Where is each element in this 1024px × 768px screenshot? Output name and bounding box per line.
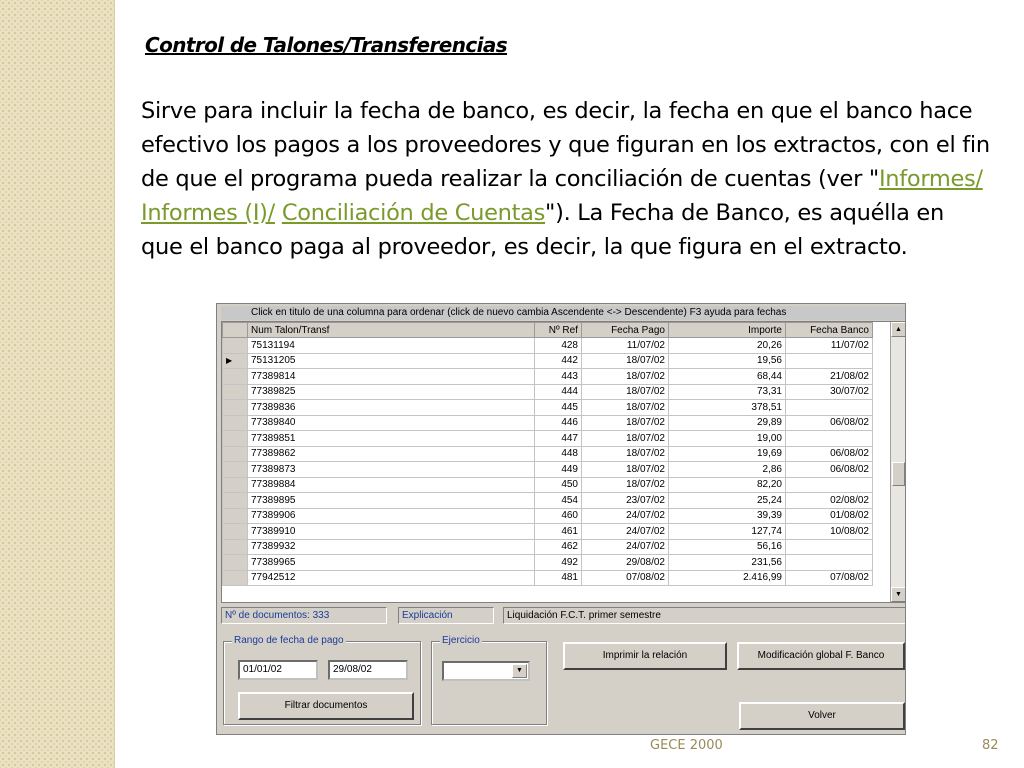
decorative-side-band xyxy=(0,0,115,768)
ejercicio-select[interactable] xyxy=(442,661,530,681)
scroll-down-icon[interactable]: ▼ xyxy=(891,587,906,602)
cell-num: 77389862 xyxy=(248,446,535,462)
cell-ref: 428 xyxy=(535,338,582,354)
cell-fecha-banco[interactable] xyxy=(786,400,873,416)
imprimir-relacion-button[interactable]: Imprimir la relación xyxy=(563,642,727,670)
cell-fecha-banco[interactable]: 06/08/02 xyxy=(786,415,873,431)
cell-fecha-banco[interactable] xyxy=(786,353,873,369)
table-row[interactable] xyxy=(223,493,873,509)
cell-importe: 29,89 xyxy=(669,415,786,431)
rango-fecha-group xyxy=(223,635,421,725)
rango-fecha-legend: Rango de fecha de pago xyxy=(234,635,344,646)
cell-fecha-pago: 18/07/02 xyxy=(582,415,669,431)
cell-num: 77389825 xyxy=(248,384,535,400)
table-row[interactable] xyxy=(223,446,873,462)
row-indicator xyxy=(223,524,248,540)
cell-fecha-banco[interactable] xyxy=(786,477,873,493)
cell-fecha-pago: 11/07/02 xyxy=(582,338,669,354)
cell-fecha-pago: 29/08/02 xyxy=(582,555,669,571)
fecha-desde-input[interactable]: 01/01/02 xyxy=(238,660,318,680)
filtrar-documentos-button[interactable]: Filtrar documentos xyxy=(238,692,414,720)
cell-num: 77389840 xyxy=(248,415,535,431)
explicacion-field[interactable]: Liquidación F.C.T. primer semestre xyxy=(503,607,906,624)
table-row[interactable] xyxy=(223,570,873,586)
row-indicator xyxy=(223,555,248,571)
table-row[interactable] xyxy=(223,415,873,431)
row-indicator xyxy=(223,400,248,416)
cell-num: 77389836 xyxy=(248,400,535,416)
table-row[interactable] xyxy=(223,400,873,416)
cell-ref: 450 xyxy=(535,477,582,493)
cell-fecha-pago: 18/07/02 xyxy=(582,431,669,447)
cell-importe: 19,56 xyxy=(669,353,786,369)
cell-importe: 378,51 xyxy=(669,400,786,416)
cell-ref: 460 xyxy=(535,508,582,524)
cell-fecha-pago: 23/07/02 xyxy=(582,493,669,509)
cell-importe: 73,31 xyxy=(669,384,786,400)
cell-importe: 19,00 xyxy=(669,431,786,447)
cell-ref: 462 xyxy=(535,539,582,555)
row-indicator xyxy=(223,570,248,586)
paragraph-end: "). La Fecha de Banco, es aquélla en que el banco paga al proveedor, es decir, la que figura en el extracto. xyxy=(141,200,944,260)
cell-fecha-banco[interactable]: 06/08/02 xyxy=(786,462,873,478)
table-row[interactable] xyxy=(223,353,873,369)
volver-button[interactable]: Volver xyxy=(739,702,905,730)
row-indicator xyxy=(223,446,248,462)
table-row[interactable] xyxy=(223,555,873,571)
cell-num: 77389851 xyxy=(248,431,535,447)
cell-fecha-pago: 07/08/02 xyxy=(582,570,669,586)
col-importe[interactable]: Importe xyxy=(669,323,786,338)
cell-fecha-banco[interactable]: 07/08/02 xyxy=(786,570,873,586)
table-row[interactable] xyxy=(223,384,873,400)
cell-fecha-banco[interactable]: 01/08/02 xyxy=(786,508,873,524)
slide-title: Control de Talones/Transferencias xyxy=(145,33,508,57)
col-fecha-pago[interactable]: Fecha Pago xyxy=(582,323,669,338)
table-row[interactable] xyxy=(223,338,873,354)
row-indicator xyxy=(223,369,248,385)
cell-num: 75131194 xyxy=(248,338,535,354)
modificacion-global-button[interactable]: Modificación global F. Banco xyxy=(737,642,905,670)
cell-ref: 448 xyxy=(535,446,582,462)
cell-fecha-banco[interactable]: 21/08/02 xyxy=(786,369,873,385)
cell-fecha-pago: 18/07/02 xyxy=(582,369,669,385)
cell-ref: 446 xyxy=(535,415,582,431)
cell-importe: 2.416,99 xyxy=(669,570,786,586)
table-row[interactable] xyxy=(223,524,873,540)
cell-ref: 492 xyxy=(535,555,582,571)
link-informes[interactable]: Informes/ Informes (I)/ xyxy=(141,166,983,226)
cell-importe: 56,16 xyxy=(669,539,786,555)
cell-fecha-banco[interactable]: 11/07/02 xyxy=(786,338,873,354)
page-number: 82 xyxy=(982,738,999,753)
table-row[interactable] xyxy=(223,462,873,478)
cell-ref: 449 xyxy=(535,462,582,478)
cell-fecha-pago: 18/07/02 xyxy=(582,462,669,478)
cell-importe: 231,56 xyxy=(669,555,786,571)
cell-num: 77389873 xyxy=(248,462,535,478)
col-num-talon[interactable]: Num Talon/Transf xyxy=(248,323,535,338)
cell-num: 77389814 xyxy=(248,369,535,385)
cell-num: 77389932 xyxy=(248,539,535,555)
link-conciliacion[interactable]: Conciliación de Cuentas xyxy=(281,200,546,226)
row-indicator xyxy=(223,493,248,509)
row-indicator-header xyxy=(223,323,248,338)
row-indicator xyxy=(223,477,248,493)
row-pointer-icon: ▶ xyxy=(223,353,248,369)
cell-fecha-banco[interactable] xyxy=(786,555,873,571)
ejercicio-legend: Ejercicio xyxy=(442,635,480,646)
table-row[interactable] xyxy=(223,539,873,555)
cell-ref: 444 xyxy=(535,384,582,400)
grid-vertical-scrollbar[interactable] xyxy=(890,322,906,602)
cell-fecha-pago: 18/07/02 xyxy=(582,353,669,369)
slide-paragraph xyxy=(141,94,991,264)
cell-fecha-banco[interactable]: 10/08/02 xyxy=(786,524,873,540)
app-screenshot xyxy=(216,303,906,735)
cell-fecha-banco[interactable]: 30/07/02 xyxy=(786,384,873,400)
cell-ref: 481 xyxy=(535,570,582,586)
cell-importe: 19,69 xyxy=(669,446,786,462)
table-row[interactable] xyxy=(223,369,873,385)
doc-count-field: Nº de documentos: 333 xyxy=(221,607,387,624)
cell-ref: 445 xyxy=(535,400,582,416)
cell-num: 75131205 xyxy=(248,353,535,369)
cell-importe: 68,44 xyxy=(669,369,786,385)
cell-fecha-pago: 18/07/02 xyxy=(582,384,669,400)
cell-fecha-pago: 18/07/02 xyxy=(582,400,669,416)
scroll-up-icon[interactable]: ▲ xyxy=(891,322,906,337)
cell-fecha-banco[interactable]: 02/08/02 xyxy=(786,493,873,509)
cell-fecha-banco[interactable]: 06/08/02 xyxy=(786,446,873,462)
col-ref[interactable]: Nº Ref xyxy=(535,323,582,338)
row-indicator xyxy=(223,384,248,400)
cell-importe: 20,26 xyxy=(669,338,786,354)
row-indicator xyxy=(223,462,248,478)
paragraph-start: Sirve para incluir la fecha de banco, es decir, la fecha en que el banco hace efectivo los pagos a los proveedores y que figuran en los extractos, con el fin de que el programa pueda realizar la conciliación de cuentas (ver " xyxy=(141,98,990,192)
row-indicator xyxy=(223,431,248,447)
table-row[interactable] xyxy=(223,508,873,524)
cell-fecha-pago: 18/07/02 xyxy=(582,477,669,493)
cell-ref: 454 xyxy=(535,493,582,509)
ejercicio-group xyxy=(431,635,547,725)
cell-num: 77389895 xyxy=(248,493,535,509)
row-indicator xyxy=(223,508,248,524)
cell-importe: 127,74 xyxy=(669,524,786,540)
sort-hint: Click en titulo de una columna para ordenar (click de nuevo cambia Ascendente <-> Descendente) F3 ayuda para fechas xyxy=(221,306,905,320)
row-indicator xyxy=(223,415,248,431)
cell-num: 77389910 xyxy=(248,524,535,540)
cell-num: 77389906 xyxy=(248,508,535,524)
fecha-hasta-input[interactable]: 29/08/02 xyxy=(328,660,408,680)
col-fecha-banco[interactable]: Fecha Banco xyxy=(786,323,873,338)
documents-grid xyxy=(221,321,906,603)
cell-fecha-banco[interactable] xyxy=(786,539,873,555)
cell-fecha-pago: 24/07/02 xyxy=(582,524,669,540)
cell-importe: 2,86 xyxy=(669,462,786,478)
cell-fecha-pago: 24/07/02 xyxy=(582,508,669,524)
table-row[interactable] xyxy=(223,477,873,493)
cell-num: 77389965 xyxy=(248,555,535,571)
cell-fecha-pago: 24/07/02 xyxy=(582,539,669,555)
explicacion-label: Explicación xyxy=(398,607,494,624)
chevron-down-icon[interactable]: ▼ xyxy=(512,664,527,678)
scroll-thumb[interactable] xyxy=(892,462,905,486)
footer-app-name: GECE 2000 xyxy=(650,738,723,753)
cell-ref: 461 xyxy=(535,524,582,540)
cell-fecha-pago: 18/07/02 xyxy=(582,446,669,462)
cell-num: 77942512 xyxy=(248,570,535,586)
cell-num: 77389884 xyxy=(248,477,535,493)
cell-importe: 39,39 xyxy=(669,508,786,524)
cell-ref: 443 xyxy=(535,369,582,385)
cell-ref: 447 xyxy=(535,431,582,447)
table-row[interactable] xyxy=(223,431,873,447)
cell-fecha-banco[interactable] xyxy=(786,431,873,447)
cell-importe: 82,20 xyxy=(669,477,786,493)
row-indicator xyxy=(223,539,248,555)
cell-ref: 442 xyxy=(535,353,582,369)
row-indicator xyxy=(223,338,248,354)
cell-importe: 25,24 xyxy=(669,493,786,509)
